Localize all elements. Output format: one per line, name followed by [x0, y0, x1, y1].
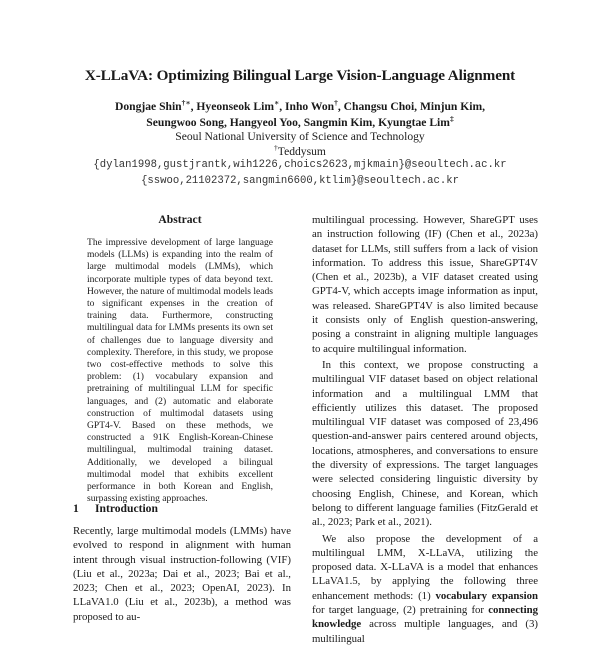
abstract-text: The impressive development of large language models (LLMs) is expanding into the realm of large multimodal models (LMMs), which incorporate multiple types of data beyond text. However, the nature of multimodal models leads to significant expenses in the creation of training data. Furthermore, constructing multilingual data for LMMs presents its own set of challenges due to language diversity and complexity. Therefore, in this study, we propose two cost-effective methods to solve this problem: (1) vocabulary expansion and pretraining of multilingual LLM for specific languages, and (2) automatic and elaborate construction of multimodal datasets using GPT4-V. Based on these methods, we constructed a 91K English-Korean-Chinese multilingual, multimodal training dataset. Additionally, we developed a bilingual multimodal model that exhibits excellent performance in both Korean and English, surpassing existing approaches. [87, 237, 273, 505]
abstract-heading: Abstract [158, 213, 202, 226]
section-heading-introduction [73, 502, 158, 515]
section-title: Introduction [95, 502, 158, 515]
author-mark: ‡ [449, 114, 454, 124]
abstract-section [73, 213, 287, 505]
author-list [0, 99, 600, 131]
paper-title: X-LLaVA: Optimizing Bilingual Large Vision-Language Alignment [84, 67, 516, 84]
email-line-2: {sswoo,21102372,sangmin6600,ktlim}@seoultech.ac.kr [141, 175, 459, 187]
affiliations [0, 129, 600, 159]
author-mark: †∗ [181, 98, 191, 108]
right-paragraph-1: multilingual processing. However, ShareGPT uses an instruction following (IF) (Chen et al., 2023a) dataset for LLMs, still suffers from a lack of vision information. To address this issue, ShareGPT4V (Chen et al., 2023b), a VIF dataset created using GPT4-V, which accepts image information as input, was released. ShareGPT4V is also limited because it consists only of English question-answering, posing a constraint in aligning multiple languages to acquire multilingual information. [312, 214, 538, 355]
affiliation-2: †Teddysum [274, 143, 326, 158]
section-number: 1 [73, 502, 79, 515]
bold-term: connecting knowledge [312, 604, 538, 631]
author-mark: ∗ [274, 98, 280, 108]
right-paragraph-3: We also propose the development of a multilingual LMM, X-LLaVA, utilizing the proposed data. X-LLaVA is a model that enhances LLaVA1.5, by applying the following three enhancement methods: (1) vocabulary expansion for target language, (2) pretraining for connecting knowledge across multiple languages, and (3) multilingual [312, 532, 538, 645]
author-emails [0, 157, 600, 189]
email-line-1: {dylan1998,gustjrantk,wih1226,choics2623,mjkmain}@seoultech.ac.kr [93, 159, 507, 171]
author-line-1: Dongjae Shin†∗, Hyeonseok Lim∗, Inho Won†, Changsu Choi, Minjun Kim, [114, 98, 486, 113]
bold-term: vocabulary expansion [435, 589, 538, 602]
author-line-2: Seungwoo Song, Hangyeol Yoo, Sangmin Kim, Kyungtae Lim‡ [146, 114, 454, 129]
right-paragraph-2: In this context, we propose constructing a multilingual VIF dataset based on object relational information and a multilingual LMM that efficiently utilizes this dataset. The proposed multilingual VIF dataset was composed of 23,496 question-and-answer pairs centered around objects, locations, atmospheres, and conversations to ensure the diversity of expressions. The target languages were selected considering linguistic diversity by choosing English, Chinese, and Korean, which belong to different language families (FitzGerald et al., 2023; Park et al., 2021). [312, 358, 538, 529]
introduction-text: Recently, large multimodal models (LMMs) have evolved to respond in alignment with human intent through visual instruction-following (VIF) (Liu et al., 2023a; Dai et al., 2023; Bai et al., 2023; Chen et al., 2023; OpenAI, 2023). In LLaVA1.0 (Liu et al., 2023b), a method was proposed to au- [73, 525, 291, 623]
right-column [312, 213, 538, 646]
affiliation-1: Seoul National University of Science and Technology [175, 130, 425, 143]
author-mark: † [334, 98, 338, 108]
